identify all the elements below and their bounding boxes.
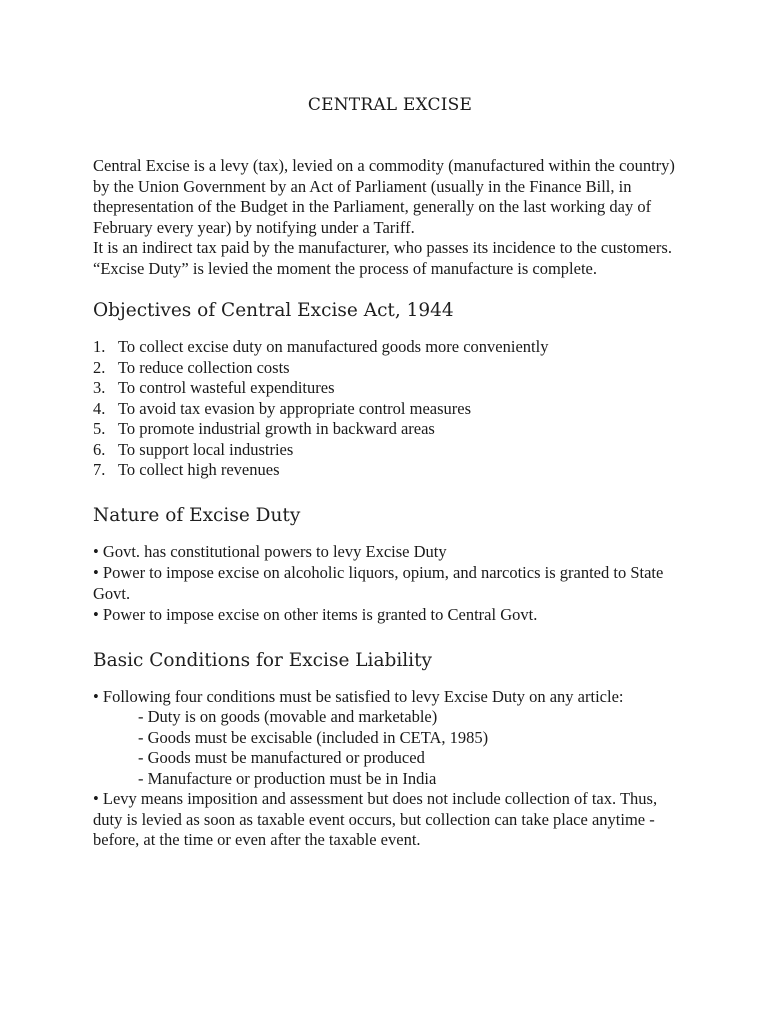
list-item: - Goods must be manufactured or produced <box>138 748 425 767</box>
list-item-text: To support local industries <box>118 439 294 459</box>
nature-heading: Nature of Excise Duty <box>93 504 301 526</box>
bullet-item: • Power to impose excise on alcoholic liquors, opium, and narcotics is granted to State Govt. <box>93 563 664 603</box>
list-item-text: To avoid tax evasion by appropriate control measures <box>118 398 472 418</box>
list-number: 2. <box>93 357 106 377</box>
bullet-item: • Following four conditions must be satisfied to levy Excise Duty on any article: <box>93 686 624 706</box>
list-number: 1. <box>93 337 106 356</box>
basic-conditions-section <box>93 687 680 851</box>
list-number: 3. <box>93 378 106 397</box>
list-number: 7. <box>93 460 106 479</box>
levy-note: • Levy means imposition and assessment but does not include collection of tax. Thus, duty is levied as soon as taxable event occurs, but collection can take place anytime - before, at the time or even after the taxable event. <box>93 789 658 849</box>
objectives-list <box>93 337 680 481</box>
intro-paragraph: It is an indirect tax paid by the manufacturer, who passes its incidence to the customers. <box>93 238 672 257</box>
intro-paragraph: “Excise Duty” is levied the moment the process of manufacture is complete. <box>93 258 597 278</box>
list-number: 5. <box>93 419 106 438</box>
list-item <box>93 378 680 399</box>
intro-section <box>93 156 680 279</box>
list-item <box>93 419 680 440</box>
list-number: 4. <box>93 398 106 418</box>
list-item-text: To reduce collection costs <box>118 357 290 377</box>
document-title: CENTRAL EXCISE <box>307 95 473 115</box>
list-item: - Manufacture or production must be in India <box>138 768 437 788</box>
list-item-text: To collect high revenues <box>118 460 280 479</box>
list-item <box>93 358 680 379</box>
bullet-item: • Govt. has constitutional powers to levy Excise Duty <box>93 541 447 561</box>
list-number: 6. <box>93 439 106 459</box>
bullet-item: • Power to impose excise on other items is granted to Central Govt. <box>93 605 538 624</box>
intro-paragraph: Central Excise is a levy (tax), levied on a commodity (manufactured within the country) by the Union Government by an Act of Parliament (usually in the Finance Bill, in thepresentation of the Budget in the Parliament, generally on the last working day of February every year) by notifying under a Tariff. <box>93 156 675 237</box>
list-item-text: To promote industrial growth in backward areas <box>118 419 435 438</box>
nature-bullets <box>93 542 680 626</box>
conditions-list <box>93 707 680 789</box>
basic-conditions-heading: Basic Conditions for Excise Liability <box>93 649 432 671</box>
list-item <box>93 399 680 420</box>
list-item: - Goods must be excisable (included in CETA, 1985) <box>138 727 489 747</box>
list-item <box>93 440 680 461</box>
list-item-text: To control wasteful expenditures <box>118 378 335 397</box>
list-item: - Duty is on goods (movable and marketable) <box>138 707 438 726</box>
objectives-heading: Objectives of Central Excise Act, 1944 <box>93 300 454 321</box>
list-item-text: To collect excise duty on manufactured goods more conveniently <box>118 337 549 356</box>
list-item <box>93 337 680 358</box>
list-item <box>93 460 680 481</box>
